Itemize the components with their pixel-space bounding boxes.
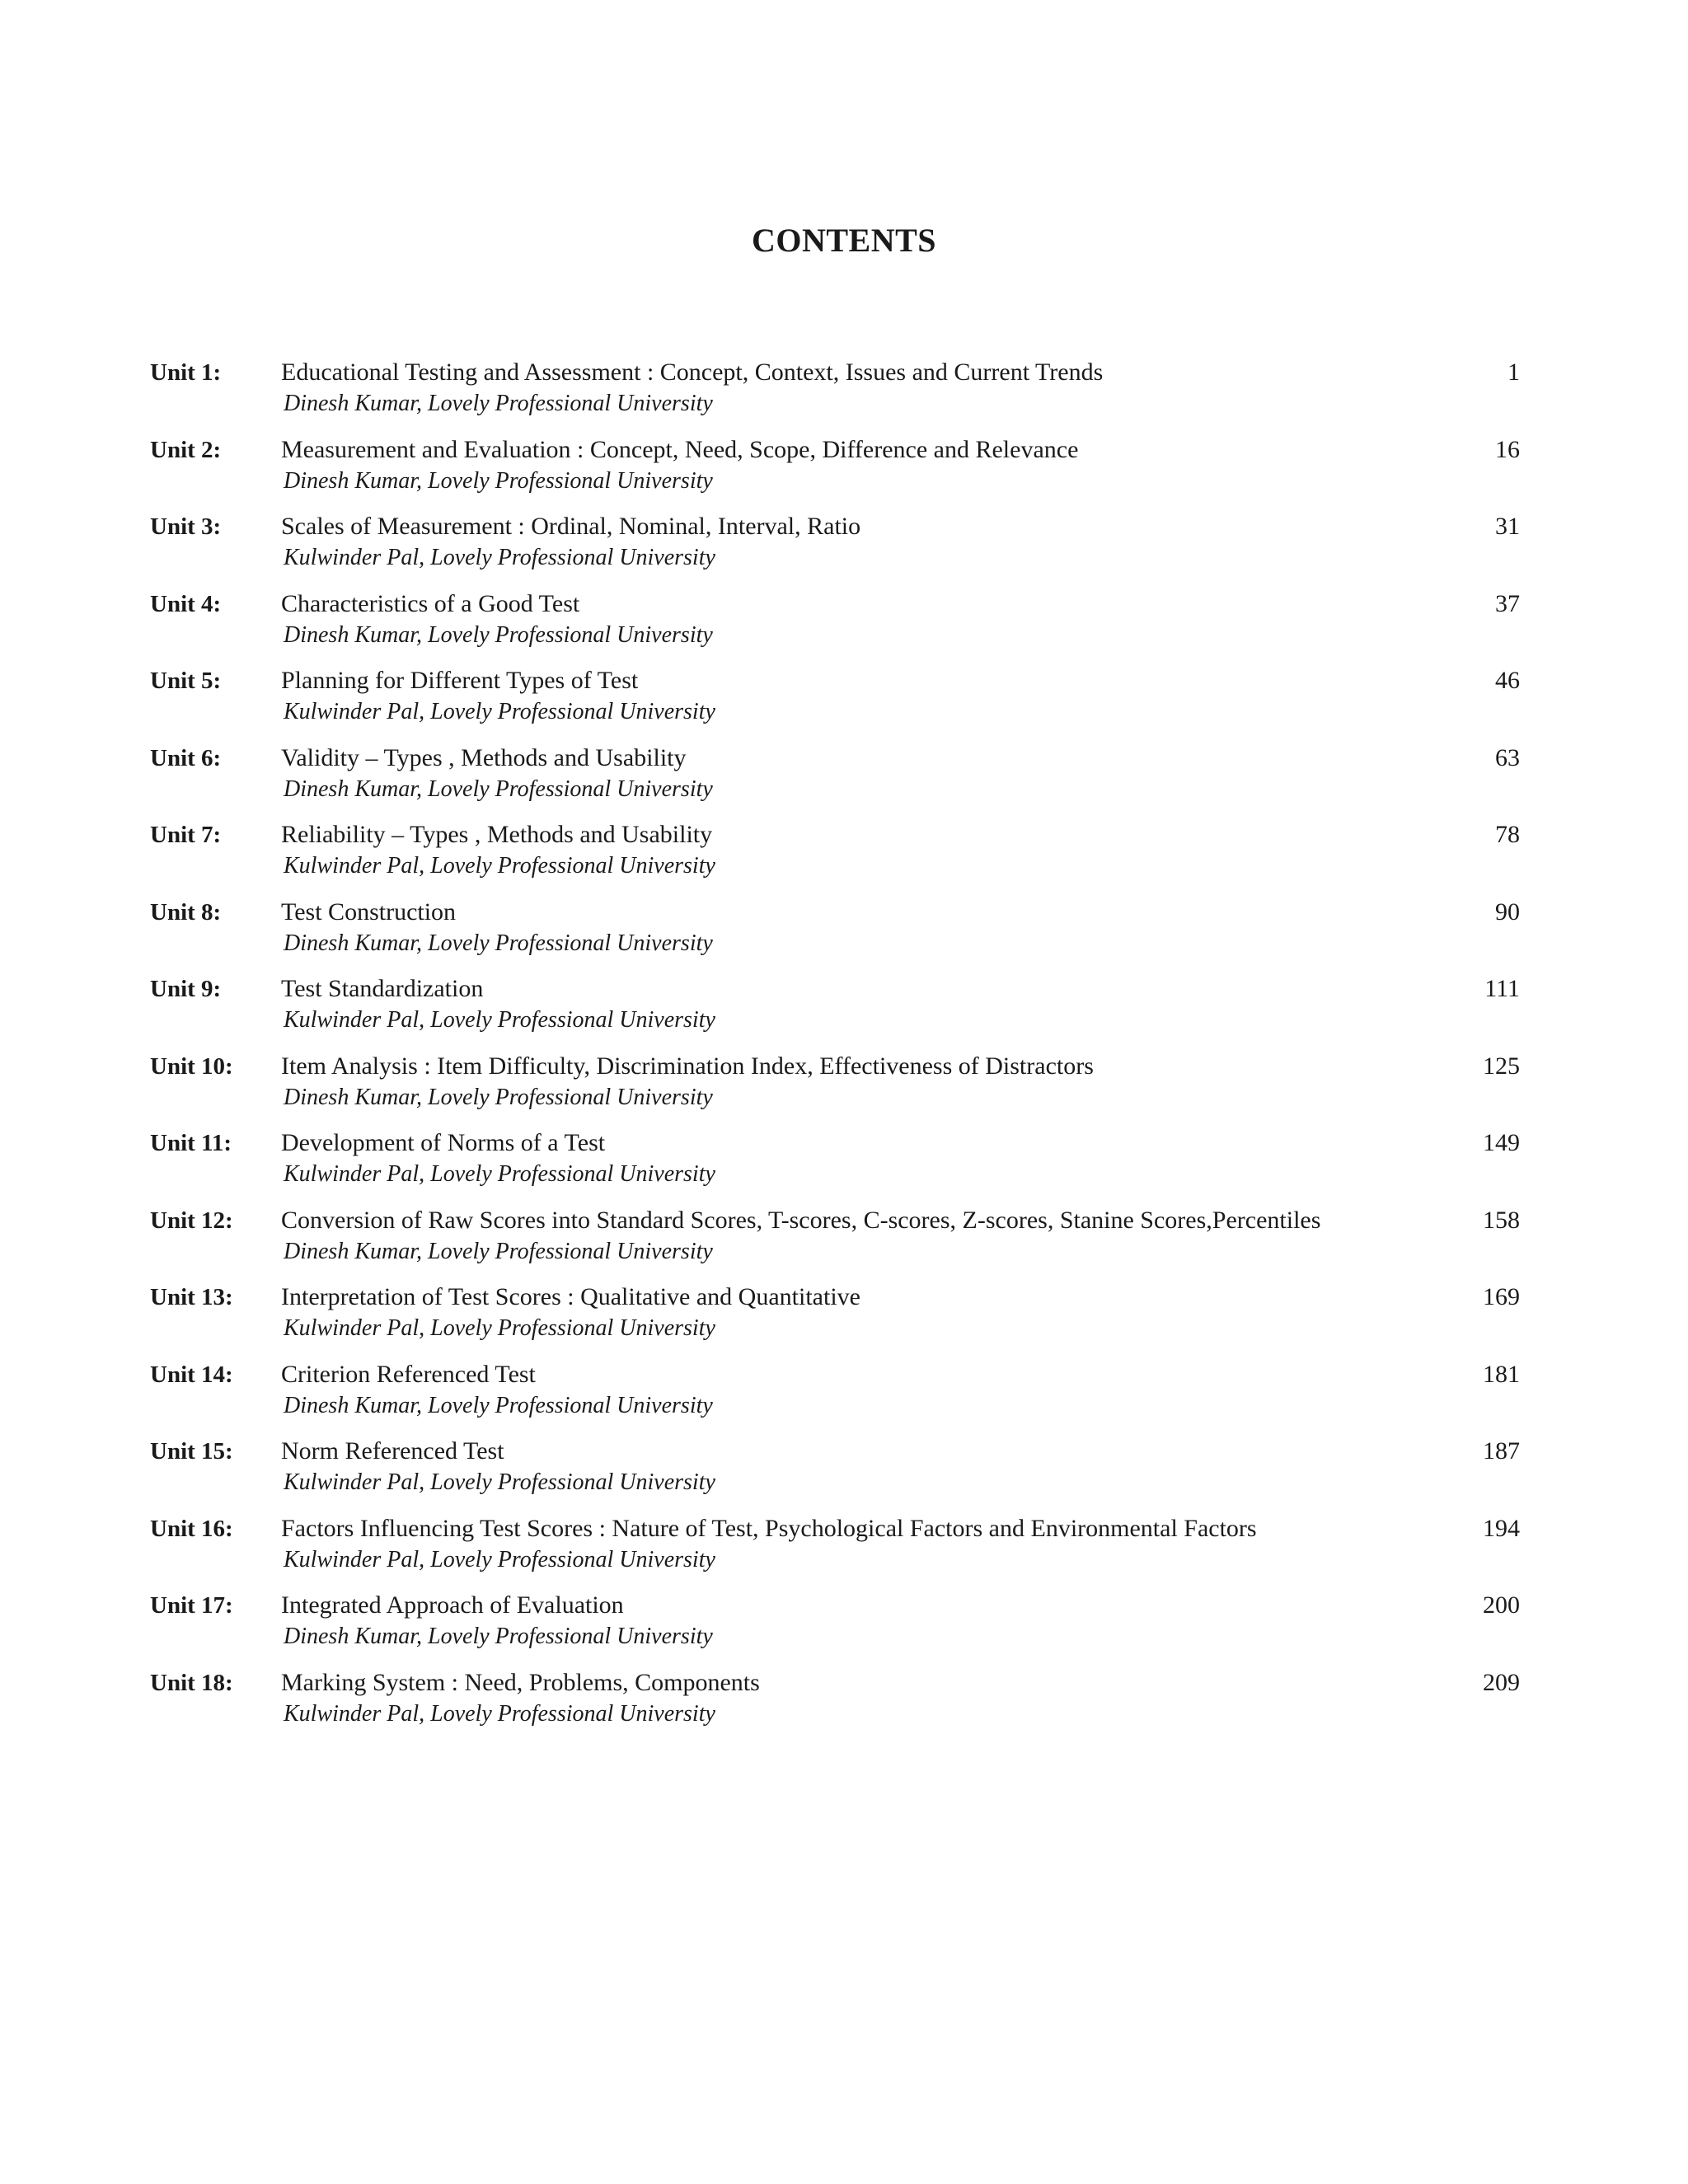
toc-entry: [0, 354, 1688, 432]
unit-label: Unit 14:: [150, 1361, 233, 1388]
entry-author: Kulwinder Pal, Lovely Professional University: [284, 699, 715, 724]
unit-label: Unit 10:: [150, 1052, 233, 1080]
page-number: 1: [1507, 359, 1520, 386]
entry-author: Kulwinder Pal, Lovely Professional University: [284, 1469, 715, 1495]
toc-entry: [0, 1587, 1688, 1665]
toc-entry: [0, 1048, 1688, 1126]
toc-entry: [0, 817, 1688, 894]
entry-author: Kulwinder Pal, Lovely Professional University: [284, 1700, 715, 1727]
page-number: 194: [1483, 1514, 1520, 1542]
entry-title: Norm Referenced Test: [281, 1437, 504, 1465]
page-number: 209: [1483, 1668, 1520, 1696]
unit-label: Unit 1:: [150, 359, 222, 386]
page-number: 111: [1484, 975, 1520, 1002]
entry-title: Educational Testing and Assessment : Concept, Context, Issues and Current Trends: [281, 359, 1104, 386]
entry-author: Kulwinder Pal, Lovely Professional University: [284, 1546, 715, 1572]
entry-author: Kulwinder Pal, Lovely Professional University: [284, 1315, 715, 1341]
page-title: CONTENTS: [751, 222, 937, 259]
toc-entry: [0, 1511, 1688, 1588]
unit-label: Unit 15:: [150, 1438, 233, 1465]
unit-label: Unit 17:: [150, 1592, 233, 1619]
page-number: 200: [1483, 1591, 1520, 1619]
entry-author: Dinesh Kumar, Lovely Professional University: [284, 391, 713, 416]
unit-label: Unit 13:: [150, 1284, 233, 1310]
entry-title: Interpretation of Test Scores : Qualitative and Quantitative: [281, 1283, 860, 1310]
entry-title: Planning for Different Types of Test: [281, 667, 639, 694]
toc-entry: [0, 1665, 1688, 1742]
unit-label: Unit 18:: [150, 1669, 233, 1696]
page-number: 31: [1495, 513, 1520, 540]
entry-title: Characteristics of a Good Test: [281, 589, 580, 617]
unit-label: Unit 6:: [150, 744, 222, 771]
toc-entry: [0, 663, 1688, 740]
unit-label: Unit 11:: [150, 1130, 232, 1156]
page-number: 46: [1495, 667, 1520, 694]
unit-label: Unit 9:: [150, 976, 222, 1002]
unit-label: Unit 16:: [150, 1515, 233, 1542]
page-number: 158: [1483, 1206, 1520, 1234]
page-number: 37: [1495, 589, 1520, 617]
page-number: 125: [1483, 1052, 1520, 1080]
unit-label: Unit 4:: [150, 590, 222, 617]
unit-label: Unit 2:: [150, 436, 222, 463]
entry-author: Dinesh Kumar, Lovely Professional University: [284, 1624, 713, 1649]
entry-title: Marking System : Need, Problems, Components: [281, 1668, 760, 1696]
toc-entry: [0, 1125, 1688, 1202]
entry-title: Measurement and Evaluation : Concept, Need, Scope, Difference and Relevance: [281, 435, 1079, 463]
entry-title: Scales of Measurement : Ordinal, Nominal, Interval, Ratio: [281, 513, 861, 540]
page-number: 78: [1495, 821, 1520, 848]
entry-author: Dinesh Kumar, Lovely Professional University: [284, 1392, 713, 1418]
entry-title: Item Analysis : Item Difficulty, Discrimination Index, Effectiveness of Distractors: [281, 1052, 1094, 1080]
entry-author: Dinesh Kumar, Lovely Professional University: [284, 467, 713, 494]
entry-author: Dinesh Kumar, Lovely Professional University: [284, 1084, 713, 1110]
toc-entry: [0, 894, 1688, 972]
entry-title: Conversion of Raw Scores into Standard Scores, T-scores, C-scores, Z-scores, Stanine Scores,Percentiles: [281, 1206, 1321, 1234]
entry-title: Integrated Approach of Evaluation: [281, 1591, 624, 1619]
entry-author: Kulwinder Pal, Lovely Professional University: [284, 545, 715, 570]
unit-label: Unit 3:: [150, 513, 222, 540]
toc-entry: [0, 432, 1688, 509]
unit-label: Unit 8:: [150, 898, 222, 926]
unit-label: Unit 5:: [150, 668, 222, 694]
page-number: 187: [1483, 1437, 1520, 1465]
toc-entry: [0, 740, 1688, 818]
entry-author: Dinesh Kumar, Lovely Professional University: [284, 930, 713, 956]
toc-entry: [0, 1202, 1688, 1280]
unit-label: Unit 7:: [150, 822, 222, 848]
toc-entry: [0, 509, 1688, 586]
page-number: 181: [1483, 1360, 1520, 1388]
entry-author: Dinesh Kumar, Lovely Professional University: [284, 1238, 713, 1264]
unit-label: Unit 12:: [150, 1207, 233, 1234]
table-of-contents: [0, 354, 1688, 1741]
toc-entry: [0, 1433, 1688, 1511]
entry-author: Dinesh Kumar, Lovely Professional University: [284, 776, 713, 802]
entry-title: Criterion Referenced Test: [281, 1360, 536, 1388]
entry-title: Test Construction: [281, 898, 457, 926]
entry-author: Kulwinder Pal, Lovely Professional University: [284, 853, 715, 879]
toc-entry: [0, 1357, 1688, 1434]
entry-title: Reliability – Types , Methods and Usability: [281, 821, 713, 848]
entry-author: Kulwinder Pal, Lovely Professional University: [284, 1161, 715, 1187]
entry-title: Development of Norms of a Test: [281, 1129, 606, 1156]
page-number: 149: [1483, 1129, 1520, 1156]
page-number: 90: [1495, 898, 1520, 926]
entry-title: Validity – Types , Methods and Usability: [281, 743, 687, 771]
entry-title: Test Standardization: [281, 975, 484, 1002]
entry-title: Factors Influencing Test Scores : Nature of Test, Psychological Factors and Environmental Factors: [281, 1514, 1257, 1542]
page-number: 63: [1495, 743, 1520, 771]
toc-entry: [0, 971, 1688, 1048]
toc-entry: [0, 1279, 1688, 1357]
page-number: 16: [1495, 435, 1520, 463]
entry-author: Dinesh Kumar, Lovely Professional University: [284, 621, 713, 648]
toc-entry: [0, 586, 1688, 663]
page-number: 169: [1483, 1283, 1520, 1310]
entry-author: Kulwinder Pal, Lovely Professional University: [284, 1007, 715, 1033]
